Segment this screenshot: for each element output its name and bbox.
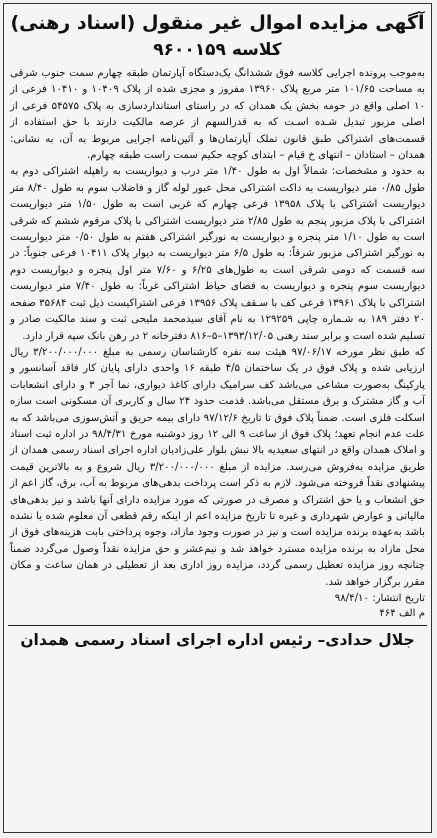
paragraph-boundaries: به حدود و مشخصات: شمالاً اول به طول ۱/۴۰ متر درب و دیواریست به راهپله اشتراکی دوم به طول ۰/۸۵ متر دیواریست به داکت اشتراکی محل عبور لوله گاز و فاضلاب سوم به طول ۸/۴۰ متر دیواریست اشتراکی با پلاک ۱۳۹۵۸ فرعی چهارم که غربی است به طول ۱/۵۰ متر دیواریست اشتراکی با پلاک مزبور پنجم به طول ۲/۸۵ متر دیواریست اشتراکی با پلاک مرقوم ششم که شرقی است به طول ۱/۱۰ متر پنجره و دیواریست به نورگیر اشتراکی هفتم به طول ۰/۵۰ متر دیواریست به نورگیر اشتراکی مزبور شرقاً: به طول ۶/۵ متر دیواریست به دیوار پلاک ۱۰۴۱۱ فرعی جنوباً: در سه قسمت که دومی شرقی است به طول‌های ۶/۲۵ و ۷/۶۰ متر اول پنجره و دیواریست دوم دیواریست سوم پنجره و دیواریست به فضای حیاط اشتراکی غرباً: به طول ۷/۴۰ متر دیواریست اشتراکی با پلاک ۱۳۹۶۱ فرعی کف با سـقف پلاک ۱۳۹۵۶ فرعی اشتراکیست ذیل ثبت ۳۵۶۸۴ صفحه ۲۰ دفتر ۱۸۹ به شـماره چاپی ۱۲۹۲۵۹ به نام آقای سیدمحمد ملیحی ثبت و سند مالکیت صادر و تسلیم شده است و برابر سند رهنی ۱۳۹۳/۱۲/۰۵–۵–۸۱۶ دفترخانه ۲ در رهن بانک سپه قرار دارد. [10,166,426,342]
notice-title: آگهی مزایده اموال غیر منقول (اسناد رهنی) [10,12,425,34]
date-row [4,591,431,606]
notice-frame [3,3,432,833]
ref-row [4,606,431,621]
signature: جلال حدادی– رئیس اداره اجرای اسناد رسمی همدان [20,631,415,649]
notice-body [4,66,431,591]
publish-date: تاریخ انتشار: ۹۸/۴/۱۰ [334,593,425,604]
paragraph-property: به‌موجب پرونده اجرایی کلاسه فوق ششدانگ یک‌دستگاه آپارتمان طبقه چهارم سمت جنوب شرقی به مساحت ۱۰۱/۶۵ متر مربع پلاک ۱۳۹۶۰ مفروز و مجزی شده از پلاک ۱۰۴۰۹ و ۱۰۴۱۰ فرعی از ۱۰ اصلی واقع در حومه بخش یک همدان که در راستای استانداردسازی به پلاک ۵۴۵۷۵ فرعی از اصلی مزبور تبدیل شـده اسـت که به قدرالسهم از عرصه مالکیت دارند با حق استفاده از قسمت‌های اشتراکی طبق قانون تملک آپارتمان‌ها و آئین‌نامه اجرایی مربوط به آن، به نشانی: همدان – استادان – انتهای خ قیام – ابتدای کوچه حکیم سمت راست طبقه چهارم. [10,68,425,162]
reference-code: م الف ۴۶۴ [379,608,425,619]
paragraph-auction-terms: که طبق نظر مورخه ۹۷/۰۶/۱۷ هیئت سه نفره کارشناسان رسمی به مبلغ ۳/۲۰۰/۰۰۰/۰۰۰ ریال ارزیابی شده و پلاک فوق در یک ساختمان ۴/۵ طبقه ۱۶ واحدی دارای پایان کار فاقد آسانسور و پارکینگ به‌صورت مشاعی می‌باشد کف سرامیک دارای کاغذ دیواری، نما آجر ۳ و دارای انشعابات آب و گاز مشترک و برق مستقل می‌باشد. قدمت حدود ۲۴ سال و کاربری آن مسکونی است سازه اسکلت فلزی است. ضمناً پلاک فوق تا تاریخ ۹۷/۱۲/۶ دارای بیمه حریق و آتش‌سوزی می‌باشد که به علت عدم انجام تعهد؛ پلاک فوق از ساعت ۹ الی ۱۲ روز دوشنبه مورخ ۹۸/۴/۳۱ در اداره ثبت اسناد و املاک همدان واقع در انتهای سعیدیه بالا نبش بلوار علی‌زادیان اداره اجرای اسناد رسمی همدان از طریق مزایده به‌فروش می‌رسد. مزایده از مبلغ ۳/۲۰۰/۰۰۰/۰۰۰ ریال شروع و به بالاترین قیمت پیشنهادی نقداً فروخته می‌شود. لازم به ذکر است پرداخت بدهی‌های مربوط به آب، برق، گاز اعم از حق انشعاب و یا حق اشتراک و مصرف در صورتی که مورد مزایده دارای آنها باشد و نیز بدهی‌های مالیاتی و عوارض شهرداری و غیره تا تاریخ مزایده اعم از اینکه رقم قطعی آن معلوم شده یا نشده باشد به‌عهده برنده مزایده است و نیز در صورت وجود مازاد، وجوه پرداختی بابت هزینه‌های فوق از محل مازاد به برنده مزایده مسترد خواهد شد و نیم‌عشر و حق مزایده نقداً وصول می‌گردد ضمناً چنانچه روز مزایده تعطیل رسمی گردد، مزایده روز اداری بعد از تعطیلی در همان ساعت و مکان مقرر برگزار خواهد شد. [10,346,426,588]
case-number: کلاسه ۹۶۰۰۱۵۹ [153,40,282,60]
